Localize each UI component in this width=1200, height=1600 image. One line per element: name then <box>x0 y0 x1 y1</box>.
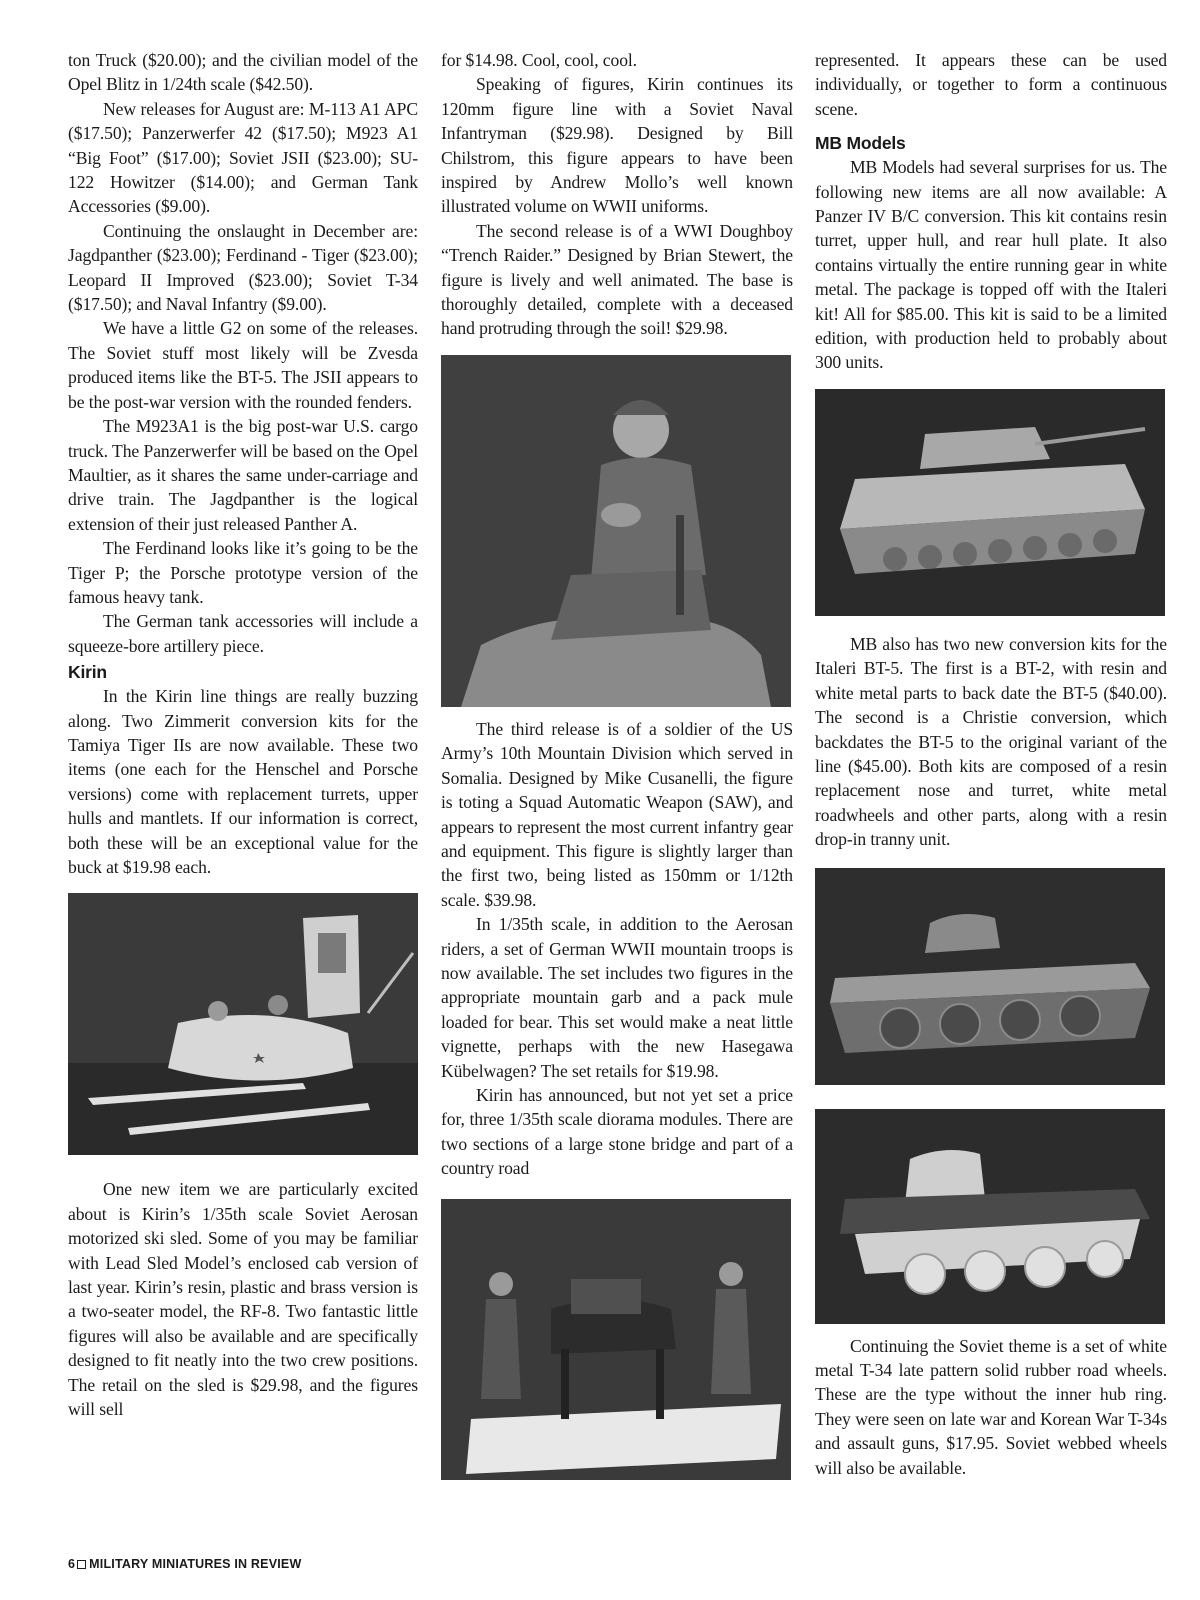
doughboy-figure-photo <box>441 355 791 707</box>
paragraph: The German tank accessories will include a squeeze-bore artillery piece. <box>68 611 418 656</box>
page-number: 6 <box>68 1557 76 1571</box>
panzer-iv-photo <box>815 389 1165 616</box>
page-footer <box>68 1557 301 1571</box>
paragraph: Continuing the Soviet theme is a set of white metal T-34 late pattern solid rubber road wheels. These are the type without the inner hub ring. They were seen on late war and Korean War T-34s and assault guns, $17.95. Soviet webbed wheels will also be available. <box>815 1335 1167 1478</box>
paragraph: In 1/35th scale, in addition to the Aerosan riders, a set of German WWII mountain troops is now available. The set includes two figures in the appropriate mountain garb and a pack mule loaded for bear. This set would make a neat little vignette, perhaps with the new Hasegawa Kübelwagen? The set retails for $19.98. <box>441 914 793 1081</box>
section-heading-mb-models: MB Models <box>815 133 906 154</box>
paragraph: MB also has two new conversion kits for the Italeri BT-5. The first is a BT-2, with resin and white metal parts to back date the BT-5 ($40.00). The second is a Christie conversion, which backdates the BT-5 to the original variant of the line ($45.00). Both kits are composed of a resin replacement nose and turret, white metal roadwheels and other parts, along with a resin drop-in tranny unit. <box>815 633 1167 850</box>
paragraph: The third release is of a soldier of the US Army’s 10th Mountain Division which served in Somalia. Designed by Mike Cusanelli, the figure is toting a Squad Automatic Weapon (SAW), and appears to represent the most current infantry gear and equipment. This figure is slightly larger than the first two, being listed as 150mm or 1/12th scale. $39.98. <box>441 718 793 910</box>
paragraph: MB Models had several surprises for us. The following new items are all now available: A Panzer IV B/C conversion. This kit contains resin turret, upper hull, and rear hull plate. It also contains virtually the entire running gear in white metal. The package is topped off with the Italeri kit! All for $85.00. This kit is said to be a limited edition, with production held to probably about 300 units. <box>815 157 1167 373</box>
paragraph: for $14.98. Cool, cool, cool. <box>441 50 637 70</box>
column-3 <box>815 48 1167 1480</box>
bt-2-photo <box>815 1109 1165 1324</box>
mountain-troops-image <box>441 1199 791 1480</box>
paragraph: Kirin has announced, but not yet set a price for, three 1/35th scale diorama modules. There are two sections of a large stone bridge and part of a country road <box>441 1084 793 1179</box>
publication-title: MILITARY MINIATURES IN REVIEW <box>89 1557 302 1571</box>
paragraph: The second release is of a WWI Doughboy “Trench Raider.” Designed by Brian Stewert, the figure is lively and well animated. The base is thoroughly detailed, complete with a deceased hand protruding through the soil! $29.98. <box>441 220 793 339</box>
bt-5-christie-photo <box>815 868 1165 1085</box>
paragraph: ton Truck ($20.00); and the civilian model of the Opel Blitz in 1/24th scale ($42.50). <box>68 50 418 95</box>
paragraph: New releases for August are: M-113 A1 APC ($17.50); Panzerwerfer 42 ($17.50); M923 A1 “Big Foot” ($17.00); Soviet JSII ($23.00); SU-122 Howitzer ($14.00); and German Tank Accessories ($9.00). <box>68 98 418 217</box>
panzer-iv-image <box>815 389 1165 616</box>
paragraph: Speaking of figures, Kirin continues its 120mm figure line with a Soviet Naval Infantryman ($29.98). Designed by Bill Chilstrom, this figure appears to have been inspired by Andrew Mollo’s well known illustrated volume on WWII uniforms. <box>441 74 793 217</box>
bt-2-image <box>815 1109 1165 1324</box>
paragraph: We have a little G2 on some of the releases. The Soviet stuff most likely will be Zvesda produced items like the BT-5. The JSII appears to be the post-war version with the rounded fenders. <box>68 318 418 412</box>
mountain-troops-photo <box>441 1199 791 1480</box>
column-1 <box>68 48 418 1421</box>
aerosan-image <box>68 893 418 1155</box>
paragraph: One new item we are particularly excited about is Kirin’s 1/35th scale Soviet Aerosan motorized ski sled. Some of you may be familiar with Lead Sled Model’s enclosed cab version of last year. Kirin’s resin, plastic and brass version is a two-seater model, the RF-8. Two fantastic little figures will also be available and are specifically designed to fit neatly into the two crew positions. The retail on the sled is $29.98, and the figures will sell <box>68 1179 418 1420</box>
doughboy-image <box>441 355 791 707</box>
paragraph: The Ferdinand looks like it’s going to be the Tiger P; the Porsche prototype version of the famous heavy tank. <box>68 538 418 607</box>
paragraph: Continuing the onslaught in December are: Jagdpanther ($23.00); Ferdinand - Tiger ($23.00); Leopard II Improved ($23.00); Soviet T-34 ($17.50); and Naval Infantry ($9.00). <box>68 220 418 315</box>
paragraph: represented. It appears these can be used individually, or together to form a continuous scene. <box>815 50 1167 119</box>
bt-5-christie-image <box>815 868 1165 1085</box>
column-2 <box>441 48 793 1480</box>
paragraph: In the Kirin line things are really buzzing along. Two Zimmerit conversion kits for the Tamiya Tiger IIs are now available. These two items (one each for the Henschel and Porsche versions) come with replacement turrets, upper hulls and mantlets. If our information is correct, both these will be an exceptional value for the buck at $19.98 each. <box>68 686 418 877</box>
aerosan-photo <box>68 893 418 1155</box>
section-heading-kirin: Kirin <box>68 662 107 683</box>
paragraph: The M923A1 is the big post-war U.S. cargo truck. The Panzerwerfer will be based on the Opel Maultier, as it shares the same under-carriage and drive train. The Jagdpanther is the logical extension of their just released Panther A. <box>68 416 418 534</box>
square-bullet-icon <box>77 1560 86 1569</box>
